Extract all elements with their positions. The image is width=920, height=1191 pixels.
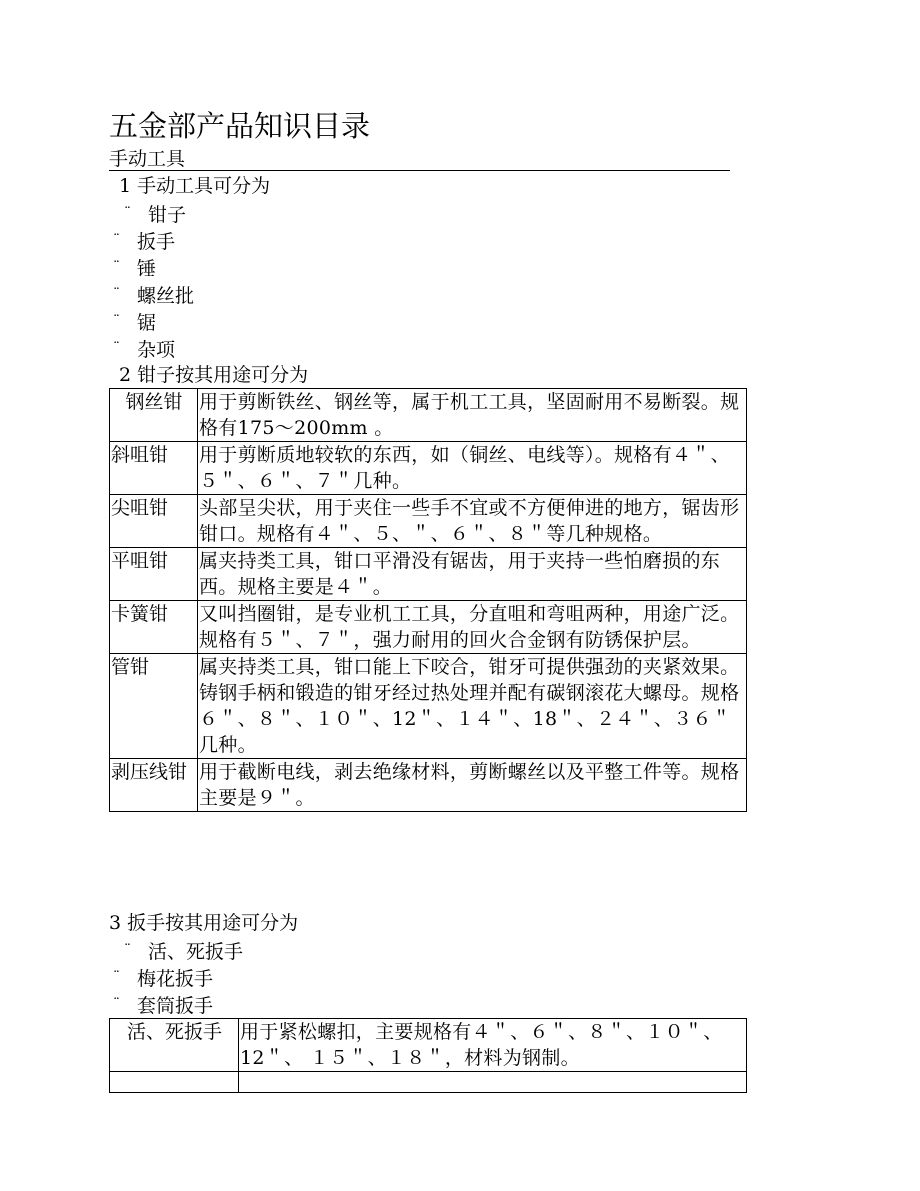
- section-heading: 手动工具: [109, 148, 730, 171]
- list-item: [113, 991, 213, 1019]
- table-row: [110, 495, 747, 548]
- list-item: [124, 937, 243, 965]
- list-item: [113, 227, 175, 255]
- tool-name-cell: 活、死扳手: [110, 1019, 239, 1072]
- tool-desc-cell: 属夹持类工具，钳口平滑没有锯齿，用于夹持一些怕磨损的东西。规格主要是４＂。: [198, 548, 747, 601]
- bullet-icon: ¨: [113, 340, 120, 356]
- tool-name-cell: 管钳: [110, 654, 198, 759]
- tool-name-cell: 斜咀钳: [110, 442, 198, 495]
- tool-desc-cell: 头部呈尖状，用于夹住一些手不宜或不方便伸进的地方，锯齿形钳口。规格有４＂、５、＂、６＂、８＂等几种规格。: [198, 495, 747, 548]
- bullet-icon: ¨: [113, 313, 120, 329]
- bullet-icon: ¨: [124, 942, 131, 958]
- bullet-icon: ¨: [113, 996, 120, 1012]
- tool-desc-cell: 用于截断电线，剥去绝缘材料，剪断螺丝以及平整工件等。规格主要是９＂。: [198, 759, 747, 812]
- list-item-label: 活、死扳手: [148, 941, 244, 963]
- list-item: [113, 308, 156, 336]
- table-row: [110, 389, 747, 442]
- part2-heading: 2 钳子按其用途可分为: [119, 364, 309, 386]
- list-item: [113, 254, 156, 282]
- tool-name-cell: 尖咀钳: [110, 495, 198, 548]
- list-item-label: 杂项: [137, 339, 176, 361]
- tool-desc-cell: 用于剪断质地较软的东西，如（铜丝、电线等）。规格有４＂、５＂、６＂、７＂几种。: [198, 442, 747, 495]
- table-row: [110, 548, 747, 601]
- tool-desc-cell: 用于剪断铁丝、钢丝等，属于机工工具，坚固耐用不易断裂。规格有175～200mm 。: [198, 389, 747, 442]
- wrench-table: [109, 1018, 747, 1093]
- list-item: [113, 964, 213, 992]
- tool-name-cell: 剥压线钳: [110, 759, 198, 812]
- list-item: [113, 281, 194, 309]
- bullet-icon: ¨: [124, 205, 131, 221]
- page-title: 五金部产品知识目录: [109, 109, 371, 143]
- list-item-label: 套筒扳手: [137, 995, 214, 1017]
- tool-name-cell: 卡簧钳: [110, 601, 198, 654]
- table-row: [110, 759, 747, 812]
- list-item-label: 锯: [137, 312, 157, 334]
- part3-heading: 3 扳手按其用途可分为: [109, 912, 299, 934]
- table-row: [110, 1072, 747, 1093]
- bullet-icon: ¨: [113, 259, 120, 275]
- list-item: [124, 200, 186, 228]
- table-row: [110, 601, 747, 654]
- part1-heading: 1 手动工具可分为: [119, 175, 271, 197]
- tool-name-cell: [110, 1072, 239, 1093]
- list-item: [113, 335, 175, 363]
- table-row: [110, 1019, 747, 1072]
- list-item-label: 梅花扳手: [137, 968, 214, 990]
- table-row: [110, 442, 747, 495]
- list-item-label: 螺丝批: [137, 285, 195, 307]
- tool-name-cell: 钢丝钳: [110, 389, 198, 442]
- tool-desc-cell: 用于紧松螺扣，主要规格有４＂、６＂、８＂、１０＂、12＂、 １５＂、１８＂，材料为钢制。: [239, 1019, 747, 1072]
- list-item-label: 钳子: [148, 204, 187, 226]
- pliers-table: [109, 388, 747, 812]
- tool-name-cell: 平咀钳: [110, 548, 198, 601]
- bullet-icon: ¨: [113, 232, 120, 248]
- table-row: [110, 654, 747, 759]
- list-item-label: 锤: [137, 258, 157, 280]
- bullet-icon: ¨: [113, 286, 120, 302]
- list-item-label: 扳手: [137, 231, 176, 253]
- tool-desc-cell: 又叫挡圈钳，是专业机工工具，分直咀和弯咀两种，用途广泛。规格有５＂、７＂，强力耐用的回火合金钢有防锈保护层。: [198, 601, 747, 654]
- tool-desc-cell: 属夹持类工具，钳口能上下咬合，钳牙可提供强劲的夹紧效果。铸钢手柄和锻造的钳牙经过热处理并配有碳钢滚花大螺母。规格６＂、８＂、１０＂、12＂、１４＂、18＂、２４＂、３６＂几种。: [198, 654, 747, 759]
- tool-desc-cell: [239, 1072, 747, 1093]
- bullet-icon: ¨: [113, 969, 120, 985]
